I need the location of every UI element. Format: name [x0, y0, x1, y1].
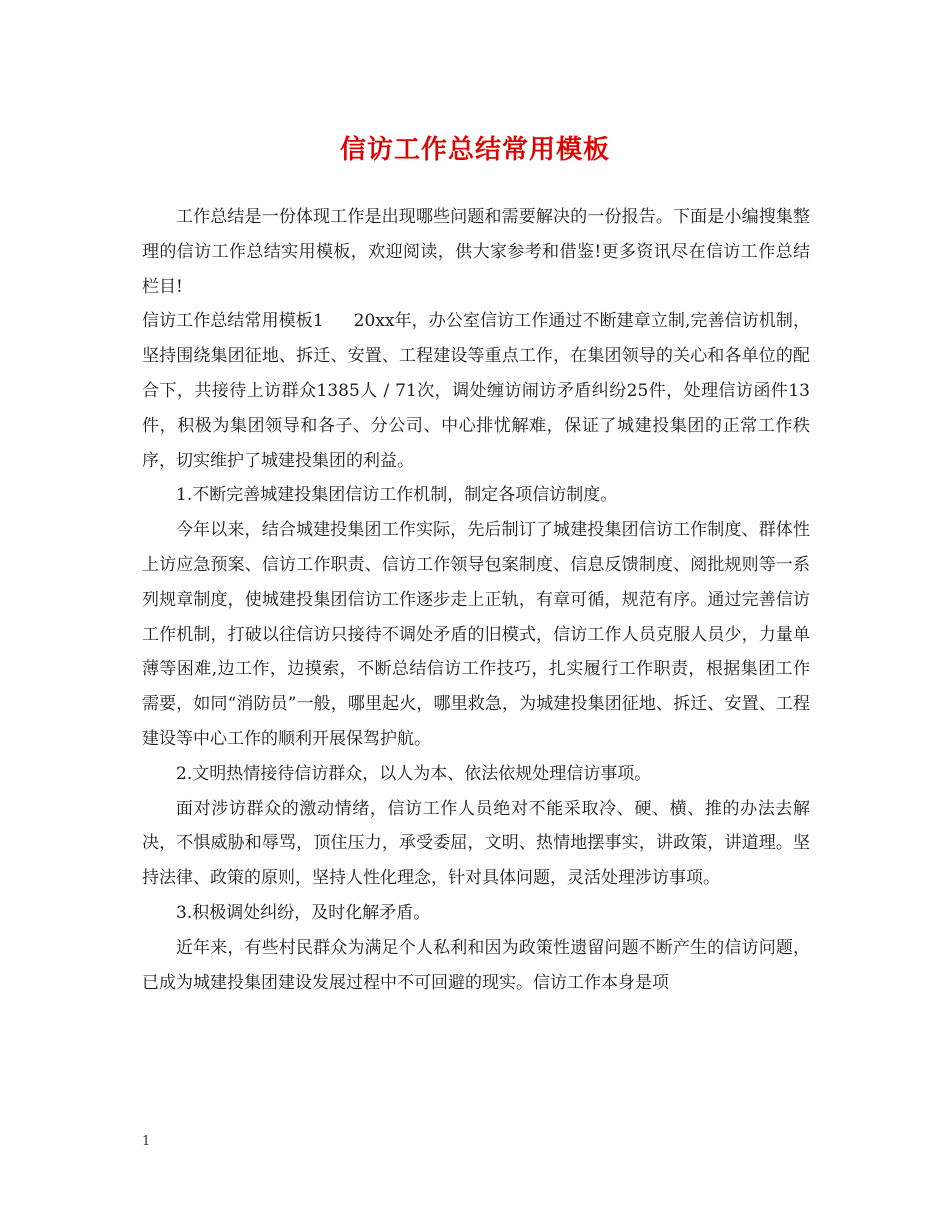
document-body	[142, 200, 810, 1000]
section-paragraph	[142, 304, 810, 478]
heading-2: 2.文明热情接待信访群众，以人为本、依法依规处理信访事项。	[176, 763, 652, 784]
paragraph-3: 近年来，有些村民群众为满足个人私利和因为政策性遗留问题不断产生的信访问题，已成为城建投集团建设发展过程中不可回避的现实。信访工作本身是项	[142, 937, 810, 993]
paragraph-2: 面对涉访群众的激动情绪，信访工作人员绝对不能采取冷、硬、横、推的办法去解决，不惧威胁和辱骂，顶住压力，承受委屈，文明、热情地摆事实，讲政策，讲道理。坚持法律、政策的原则，坚持人性化理念，针对具体问题，灵活处理涉访事项。	[142, 798, 810, 889]
document-title: 信访工作总结常用模板	[339, 135, 610, 165]
section-text: 20xx年，办公室信访工作通过不断建章立制,完善信访机制，坚持围绕集团征地、拆迁、安置、工程建设等重点工作，在集团领导的关心和各单位的配合下，共接待上访群众1385人 / 71次，调处缠访闹访矛盾纠纷25件，处理信访函件13件，积极为集团领导和各子、分公司、中心排忧解难，保证了城建投集团的正常工作秩序，切实维护了城建投集团的利益。	[142, 311, 810, 471]
section-label: 信访工作总结常用模板1	[142, 311, 324, 332]
heading-3: 3.积极调处纠纷，及时化解矛盾。	[176, 902, 431, 923]
heading-1: 1.不断完善城建投集团信访工作机制，制定各项信访制度。	[176, 485, 618, 506]
paragraph-1: 今年以来，结合城建投集团工作实际，先后制订了城建投集团信访工作制度、群体性上访应急预案、信访工作职责、信访工作领导包案制度、信息反馈制度、阅批规则等一系列规章制度，使城建投集团信访工作逐步走上正轨，有章可循，规范有序。通过完善信访工作机制，打破以往信访只接待不调处矛盾的旧模式，信访工作人员克服人员少，力量单薄等困难,边工作，边摸索，不断总结信访工作技巧，扎实履行工作职责，根据集团工作需要，如同“消防员”一般，哪里起火，哪里救急，为城建投集团征地、拆迁、安置、工程建设等中心工作的顺利开展保驾护航。	[142, 520, 810, 749]
page-number: 1	[142, 1134, 151, 1149]
intro-paragraph: 工作总结是一份体现工作是出现哪些问题和需要解决的一份报告。下面是小编搜集整理的信访工作总结实用模板，欢迎阅读，供大家参考和借鉴!更多资讯尽在信访工作总结栏目!	[142, 207, 810, 297]
